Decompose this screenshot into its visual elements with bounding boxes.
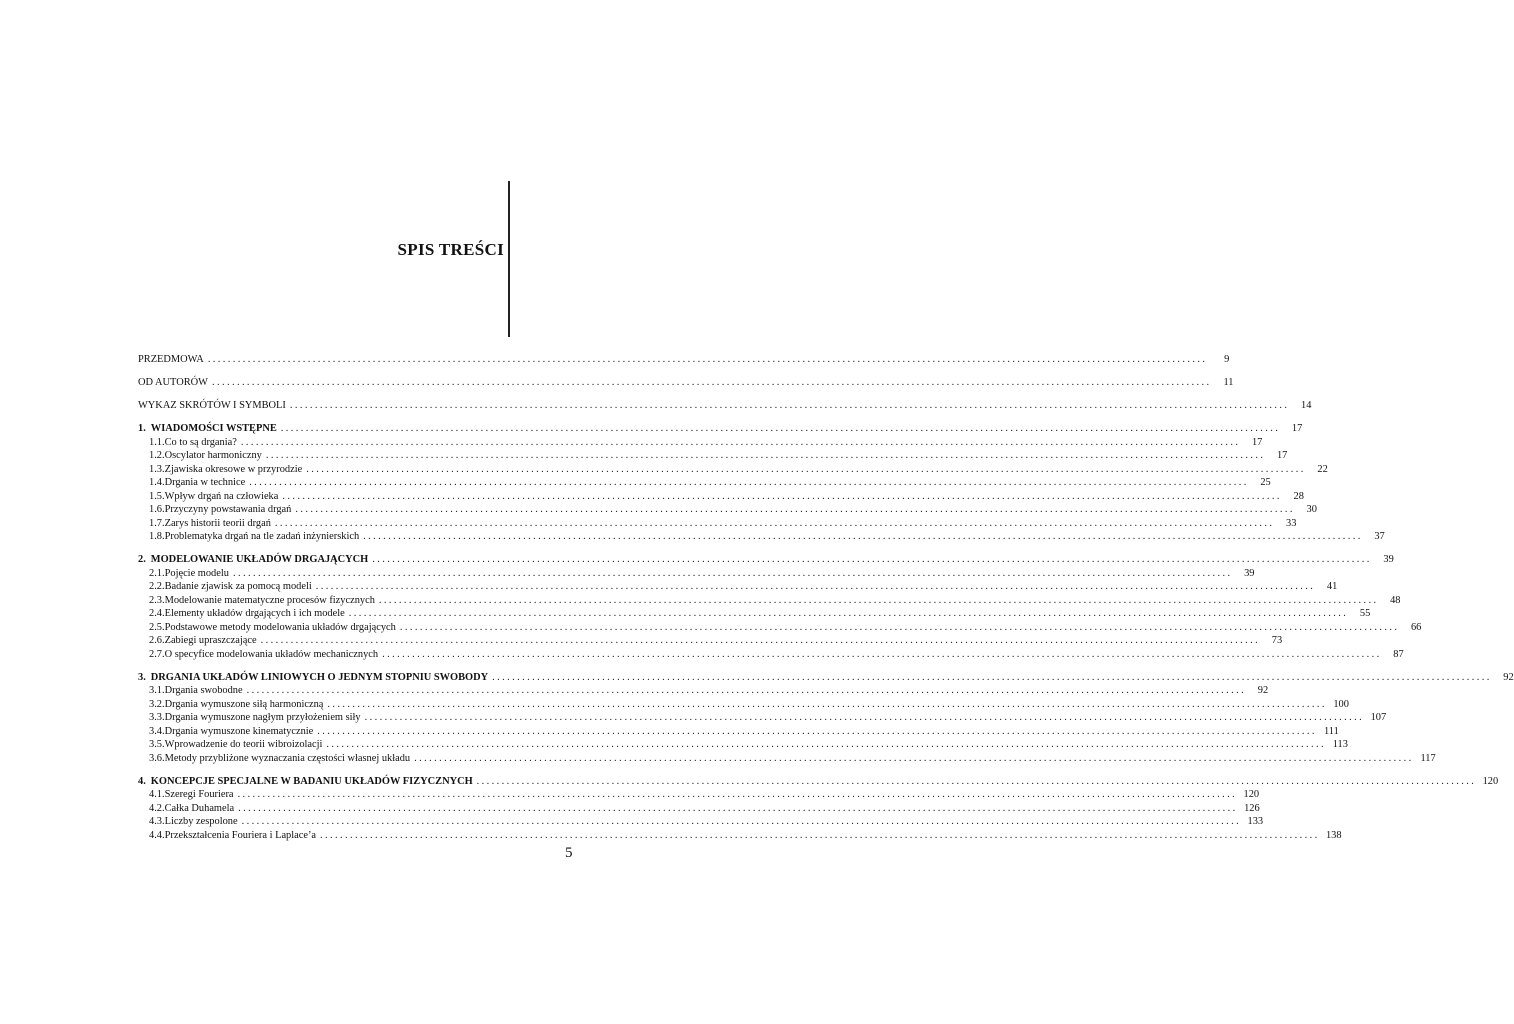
toc-section-number: 4. bbox=[138, 775, 146, 787]
toc-page-number: 55 bbox=[1359, 608, 1371, 619]
toc-section-number: 1.1. bbox=[149, 436, 165, 448]
toc-page-number: 39 bbox=[1244, 567, 1255, 579]
toc-subentry bbox=[138, 788, 1260, 802]
toc-chapter bbox=[138, 553, 1394, 567]
toc-section-number: 2.4. bbox=[149, 608, 165, 619]
toc-page-number: 17 bbox=[1276, 450, 1288, 461]
toc-subentry bbox=[138, 490, 1304, 504]
toc-title: Drgania swobodne bbox=[164, 685, 243, 696]
toc-section-number: 2.2. bbox=[149, 581, 165, 592]
dot-leader: ........................................................................................................................................................................................................ bbox=[378, 594, 1379, 606]
toc-title: Drgania wymuszone siłą harmoniczną bbox=[164, 698, 324, 710]
dot-leader: ........................................................................................................................................................................................................ bbox=[237, 789, 1238, 800]
toc-page-number: 66 bbox=[1410, 621, 1422, 633]
dot-leader: ........................................................................................................................................................................................................ bbox=[238, 802, 1238, 814]
toc-page-number: 48 bbox=[1390, 594, 1401, 606]
toc-page-number: 30 bbox=[1306, 504, 1317, 515]
toc-subentry bbox=[138, 449, 1288, 463]
page-title: SPIS TREŚCI bbox=[397, 240, 504, 259]
toc-page-number: 9 bbox=[1224, 354, 1230, 365]
dot-leader: ........................................................................................................................................................................................................ bbox=[282, 490, 1282, 502]
toc-title: Pojęcie modelu bbox=[164, 567, 229, 579]
toc-subentry bbox=[138, 580, 1338, 594]
toc-section-number: 3.6. bbox=[149, 752, 165, 764]
dot-leader: ........................................................................................................................................................................................................ bbox=[363, 531, 1363, 542]
toc-page-number: 113 bbox=[1332, 739, 1348, 750]
dot-leader: ........................................................................................................................................................................................................ bbox=[241, 816, 1242, 827]
dot-leader: ........................................................................................................................................................................................................ bbox=[476, 775, 1477, 787]
toc-page-number: 22 bbox=[1317, 463, 1328, 475]
toc-title: MODELOWANIE UKŁADÓW DRGAJĄCYCH bbox=[150, 554, 369, 565]
toc-title: Zjawiska okresowe w przyrodzie bbox=[164, 463, 303, 475]
dot-leader: ........................................................................................................................................................................................................ bbox=[382, 648, 1382, 660]
toc-section-number: 1. bbox=[138, 423, 146, 434]
toc-page-number: 11 bbox=[1223, 377, 1234, 388]
toc-section-number: 4.2. bbox=[149, 802, 165, 814]
toc-title: Problematyka drgań na tle zadań inżynierskich bbox=[164, 531, 360, 542]
dot-leader: ........................................................................................................................................................................................................ bbox=[211, 377, 1212, 388]
toc-page-number: 28 bbox=[1293, 490, 1304, 502]
toc-section-number: 3.1. bbox=[149, 685, 165, 696]
dot-leader: ........................................................................................................................................................................................................ bbox=[280, 423, 1281, 434]
toc-title: DRGANIA UKŁADÓW LINIOWYCH O JEDNYM STOPNIU SWOBODY bbox=[150, 671, 489, 683]
toc-section-number: 1.4. bbox=[149, 477, 165, 488]
toc-section-number: 2.7. bbox=[149, 648, 165, 660]
toc-section-number: 1.6. bbox=[149, 504, 165, 515]
dot-leader: ........................................................................................................................................................................................................ bbox=[414, 752, 1414, 764]
dot-leader: ........................................................................................................................................................................................................ bbox=[317, 725, 1317, 737]
dot-leader: ........................................................................................................................................................................................................ bbox=[240, 436, 1241, 448]
toc-page-number: 107 bbox=[1370, 712, 1387, 723]
heading-rule bbox=[508, 181, 510, 337]
toc-title: WIADOMOŚCI WSTĘPNE bbox=[150, 423, 277, 434]
toc-page-number: 41 bbox=[1326, 581, 1338, 592]
toc-subentry bbox=[138, 684, 1269, 698]
toc-section-number: 3. bbox=[138, 671, 146, 683]
toc-title: Oscylator harmoniczny bbox=[164, 450, 262, 461]
toc-title: Przyczyny powstawania drgań bbox=[164, 504, 292, 515]
toc-entry bbox=[138, 399, 1312, 413]
toc-section-number: 1.5. bbox=[149, 490, 165, 502]
toc-title: Elementy układów drgających i ich modele bbox=[164, 608, 345, 619]
dot-leader: ........................................................................................................................................................................................................ bbox=[399, 621, 1400, 633]
dot-leader: ........................................................................................................................................................................................................ bbox=[295, 504, 1295, 515]
toc-page-number: 120 bbox=[1243, 789, 1260, 800]
toc-page-number: 17 bbox=[1291, 423, 1303, 434]
dot-leader: ........................................................................................................................................................................................................ bbox=[246, 685, 1247, 696]
toc-page-number: 100 bbox=[1333, 698, 1349, 710]
toc-subentry bbox=[138, 815, 1264, 829]
toc-section-number: 2.3. bbox=[149, 594, 165, 606]
toc-page-number: 92 bbox=[1257, 685, 1269, 696]
dot-leader: ........................................................................................................................................................................................................ bbox=[249, 477, 1249, 488]
toc-section-number: 1.8. bbox=[149, 531, 165, 542]
dot-leader: ........................................................................................................................................................................................................ bbox=[306, 463, 1306, 475]
toc-title: PRZEDMOWA bbox=[138, 354, 204, 365]
toc-entry bbox=[138, 376, 1234, 390]
toc-page-number: 87 bbox=[1393, 648, 1404, 660]
dot-leader: ........................................................................................................................................................................................................ bbox=[326, 739, 1326, 750]
toc-page-number: 39 bbox=[1383, 554, 1394, 565]
toc-subentry bbox=[138, 711, 1387, 725]
toc-section-number: 3.4. bbox=[149, 725, 165, 737]
toc-chapter bbox=[138, 775, 1499, 789]
toc-subentry bbox=[138, 594, 1401, 608]
toc-subentry bbox=[138, 738, 1348, 752]
toc-page-number: 37 bbox=[1374, 531, 1385, 542]
toc-subentry bbox=[138, 463, 1328, 477]
dot-leader: ........................................................................................................................................................................................................ bbox=[265, 450, 1266, 461]
toc-title: Modelowanie matematyczne procesów fizycznych bbox=[164, 594, 375, 606]
toc-title: Szeregi Fouriera bbox=[164, 789, 234, 800]
toc-subentry bbox=[138, 648, 1404, 662]
toc-section-number: 3.5. bbox=[149, 739, 165, 750]
dot-leader: ........................................................................................................................................................................................................ bbox=[372, 554, 1372, 565]
toc-subentry bbox=[138, 503, 1317, 517]
toc-chapter bbox=[138, 671, 1514, 685]
toc-entry bbox=[138, 353, 1230, 367]
dot-leader: ........................................................................................................................................................................................................ bbox=[260, 635, 1261, 646]
toc-subentry bbox=[138, 476, 1271, 490]
toc-page-number: 117 bbox=[1420, 752, 1436, 764]
toc-title: Badanie zjawisk za pomocą modeli bbox=[164, 581, 312, 592]
toc-subentry bbox=[138, 752, 1436, 766]
toc-section-number: 2. bbox=[138, 554, 146, 565]
toc-page-number: 25 bbox=[1260, 477, 1271, 488]
toc-title: Co to są drgania? bbox=[164, 436, 237, 448]
toc-subentry bbox=[138, 802, 1260, 816]
toc-section-number: 4.1. bbox=[149, 789, 165, 800]
toc-title: O specyfice modelowania układów mechanicznych bbox=[164, 648, 379, 660]
toc-section-number: 1.7. bbox=[149, 517, 165, 529]
dot-leader: ........................................................................................................................................................................................................ bbox=[315, 581, 1316, 592]
toc-title: WYKAZ SKRÓTÓW I SYMBOLI bbox=[138, 400, 286, 411]
toc-page-number: 33 bbox=[1286, 517, 1297, 529]
toc-page-number: 133 bbox=[1247, 816, 1264, 827]
page-number: 5 bbox=[565, 845, 573, 861]
toc-subentry bbox=[138, 607, 1371, 621]
toc-title: Drgania w technice bbox=[164, 477, 246, 488]
toc-page-number: 111 bbox=[1324, 725, 1339, 737]
toc-title: Liczby zespolone bbox=[164, 816, 238, 827]
toc-section-number: 4.3. bbox=[149, 816, 165, 827]
dot-leader: ........................................................................................................................................................................................................ bbox=[492, 671, 1492, 683]
table-of-contents bbox=[138, 353, 1514, 842]
toc-section-number: 1.3. bbox=[149, 463, 165, 475]
toc-page-number: 73 bbox=[1271, 635, 1283, 646]
dot-leader: ........................................................................................................................................................................................................ bbox=[289, 400, 1290, 411]
toc-chapter bbox=[138, 422, 1303, 436]
dot-leader: ........................................................................................................................................................................................................ bbox=[320, 829, 1320, 841]
toc-section-number: 3.3. bbox=[149, 712, 165, 723]
dot-leader: ........................................................................................................................................................................................................ bbox=[348, 608, 1349, 619]
toc-title: Podstawowe metody modelowania układów drgających bbox=[164, 621, 396, 633]
toc-page-number: 92 bbox=[1503, 671, 1514, 683]
toc-page-number: 120 bbox=[1482, 775, 1499, 787]
toc-subentry bbox=[138, 436, 1263, 450]
toc-section-number: 2.1. bbox=[149, 567, 165, 579]
toc-subentry bbox=[138, 567, 1255, 581]
dot-leader: ........................................................................................................................................................................................................ bbox=[274, 517, 1275, 529]
toc-section-number: 4.4. bbox=[149, 829, 165, 841]
toc-title: Całka Duhamela bbox=[164, 802, 235, 814]
toc-subentry bbox=[138, 725, 1339, 739]
toc-title: Drgania wymuszone nagłym przyłożeniem siły bbox=[164, 712, 361, 723]
toc-title: Zabiegi upraszczające bbox=[164, 635, 257, 646]
toc-section-number: 1.2. bbox=[149, 450, 165, 461]
toc-section-number: 2.6. bbox=[149, 635, 165, 646]
toc-page-number: 17 bbox=[1251, 436, 1263, 448]
toc-subentry bbox=[138, 698, 1349, 712]
toc-title: OD AUTORÓW bbox=[138, 377, 208, 388]
dot-leader: ........................................................................................................................................................................................................ bbox=[327, 698, 1327, 710]
dot-leader: ........................................................................................................................................................................................................ bbox=[207, 354, 1208, 365]
dot-leader: ........................................................................................................................................................................................................ bbox=[364, 712, 1365, 723]
toc-title: Drgania wymuszone kinematycznie bbox=[164, 725, 314, 737]
toc-page-number: 14 bbox=[1301, 400, 1312, 411]
toc-page-number: 126 bbox=[1244, 802, 1260, 814]
toc-title: Wpływ drgań na człowieka bbox=[164, 490, 279, 502]
toc-page-number: 138 bbox=[1325, 829, 1342, 841]
toc-title: Wprowadzenie do teorii wibroizolacji bbox=[164, 739, 323, 750]
toc-title: Metody przybliżone wyznaczania częstości własnej układu bbox=[164, 752, 411, 764]
toc-section-number: 2.5. bbox=[149, 621, 165, 633]
toc-section-number: 3.2. bbox=[149, 698, 165, 710]
toc-subentry bbox=[138, 530, 1385, 544]
toc-title: Zarys historii teorii drgań bbox=[164, 517, 271, 529]
toc-subentry bbox=[138, 829, 1342, 843]
toc-subentry bbox=[138, 517, 1297, 531]
toc-title: KONCEPCJE SPECJALNE W BADANIU UKŁADÓW FIZYCZNYCH bbox=[150, 775, 473, 787]
toc-subentry bbox=[138, 621, 1422, 635]
toc-title: Przekształcenia Fouriera i Laplace’a bbox=[164, 829, 317, 841]
dot-leader: ........................................................................................................................................................................................................ bbox=[232, 567, 1233, 579]
toc-subentry bbox=[138, 634, 1283, 648]
